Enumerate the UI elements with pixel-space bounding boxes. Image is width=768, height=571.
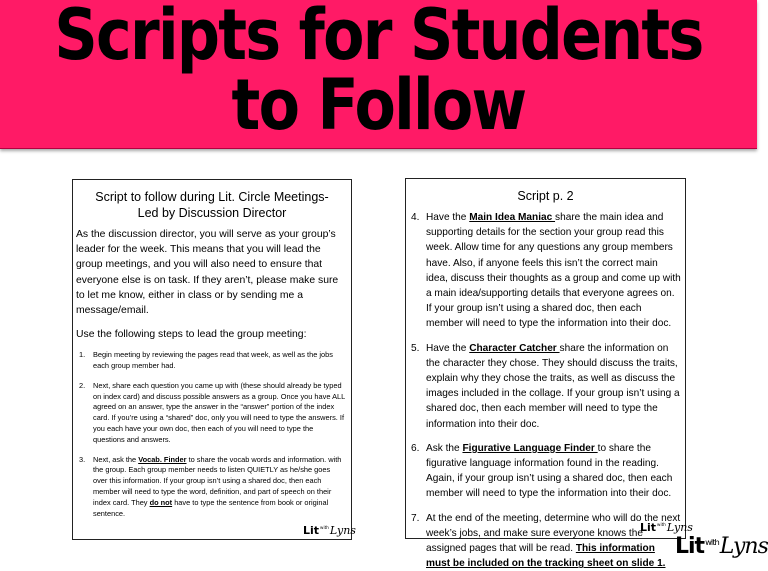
step-text-post: share the main idea and supporting details for the section your group read this week. Allow time for any questions any group members have. Also, if anyone feels this isn’t the correct main idea, discuss their thoughts as a group and come up with a main idea/supporting details that everyone agrees on. If your group isn’t using a shared doc, then each member will need to type the information into their doc. <box>426 212 681 330</box>
logo-lit: Lit <box>640 521 657 534</box>
step-text-post: to share the vocab words and information. with the group. Each group member needs to listen QUIETLY as he/she goes over this information. If your group isn’t using a shared doc, then each member will need to type the word, definition, and part of speech on their index card. They <box>93 454 342 507</box>
role-vocab-finder: Vocab. Finder <box>138 454 187 464</box>
step-number: 2. <box>79 380 86 390</box>
emphasis-tracking-sheet: This information must be included on the tracking sheet on slide 1. <box>426 543 666 570</box>
step-number: 6. <box>411 442 420 454</box>
logo-lit: Lit <box>675 534 705 559</box>
step-text-post: to share the figurative language information found in the reading. Again, if your group isn’t using a shared doc, then each member will need to type the information into their doc. <box>426 442 673 500</box>
step-text-pre: At the end of the meeting, determine who will do the next week’s jobs, and make sure everyone knows the assigned pages that will be read. <box>426 512 681 555</box>
step-text-end: have to type the sentence from book or original sentence. <box>93 497 329 518</box>
logo-lit: Lit <box>303 524 320 537</box>
logo-with: with <box>320 525 329 531</box>
step-text-pre: Ask the <box>426 442 463 454</box>
emphasis-do-not: do not <box>149 497 173 507</box>
step-text: Next, share each question you came up with (these should already be typed on index card) and discuss possible answers as a group. Once you have ALL agreed on an answer, type the answer in the “answer” portion of the index card. If you’re using a “shared” doc, only you will need to type the answers. If you each have your own doc, then each of you will need to type the questions and answers. <box>93 380 345 444</box>
logo-lyns: Lyns <box>666 521 693 534</box>
intro-paragraph: As the discussion director, you will serve as your group’s leader for the week. This means that you will lead the group meetings, and you will also need to ensure that everyone else is on task. If they aren’t, please make sure to let me know, either in class or by sending me a message/email. <box>76 229 339 317</box>
logo-lyns: Lyns <box>329 524 356 537</box>
title-banner <box>0 0 757 149</box>
step-number: 1. <box>79 350 86 360</box>
logo-with: with <box>657 522 666 528</box>
lit-with-lyns-logo-small <box>303 524 356 537</box>
step-text-pre: Next, ask the <box>93 454 139 464</box>
role-character-catcher: Character Catcher <box>469 342 560 354</box>
step-1 <box>73 350 351 372</box>
script-card-page-2 <box>405 178 686 570</box>
card-title: Script p. 2 <box>517 189 574 203</box>
step-2 <box>73 381 351 446</box>
step-text-pre: Have the <box>426 212 470 223</box>
card-title <box>73 189 351 221</box>
role-figurative-language-finder: Figurative Language Finder <box>462 442 598 454</box>
step-number: 5. <box>411 342 420 354</box>
step-text: Begin meeting by reviewing the pages read that week, as well as the jobs each group member had. <box>93 350 333 371</box>
steps-heading: Use the following steps to lead the group meeting: <box>76 329 307 341</box>
step-4 <box>406 210 685 332</box>
step-3 <box>73 455 351 520</box>
card-title-line-2: Led by Discussion Director <box>137 206 287 220</box>
steps-list-continued <box>406 210 685 571</box>
card-title-line-1: Script to follow during Lit. Circle Meetings- <box>95 190 329 204</box>
lit-with-lyns-logo-small <box>640 521 693 534</box>
lit-with-lyns-logo <box>675 534 768 559</box>
step-number: 7. <box>411 512 420 524</box>
banner-title-line-2: to Follow <box>231 64 526 146</box>
banner-title-line-1: Scripts for Students <box>54 0 703 76</box>
script-card-page-1 <box>72 179 352 540</box>
step-6 <box>406 441 685 502</box>
logo-lyns: Lyns <box>719 534 768 559</box>
step-5 <box>406 341 685 432</box>
step-text-post: share the information on the character they chose. They should discuss the traits, explain why they chose the traits, as well as discuss the images included in the collage. If your group isn’t using a shared doc, then each member will need to type the information into their doc. <box>426 342 680 430</box>
step-text-pre: Have the <box>426 342 470 354</box>
role-main-idea-maniac: Main Idea Maniac <box>469 212 556 223</box>
step-7 <box>406 511 685 571</box>
step-number: 4. <box>411 212 420 223</box>
step-number: 3. <box>79 454 86 464</box>
logo-with: with <box>705 536 719 547</box>
steps-list <box>73 350 351 519</box>
